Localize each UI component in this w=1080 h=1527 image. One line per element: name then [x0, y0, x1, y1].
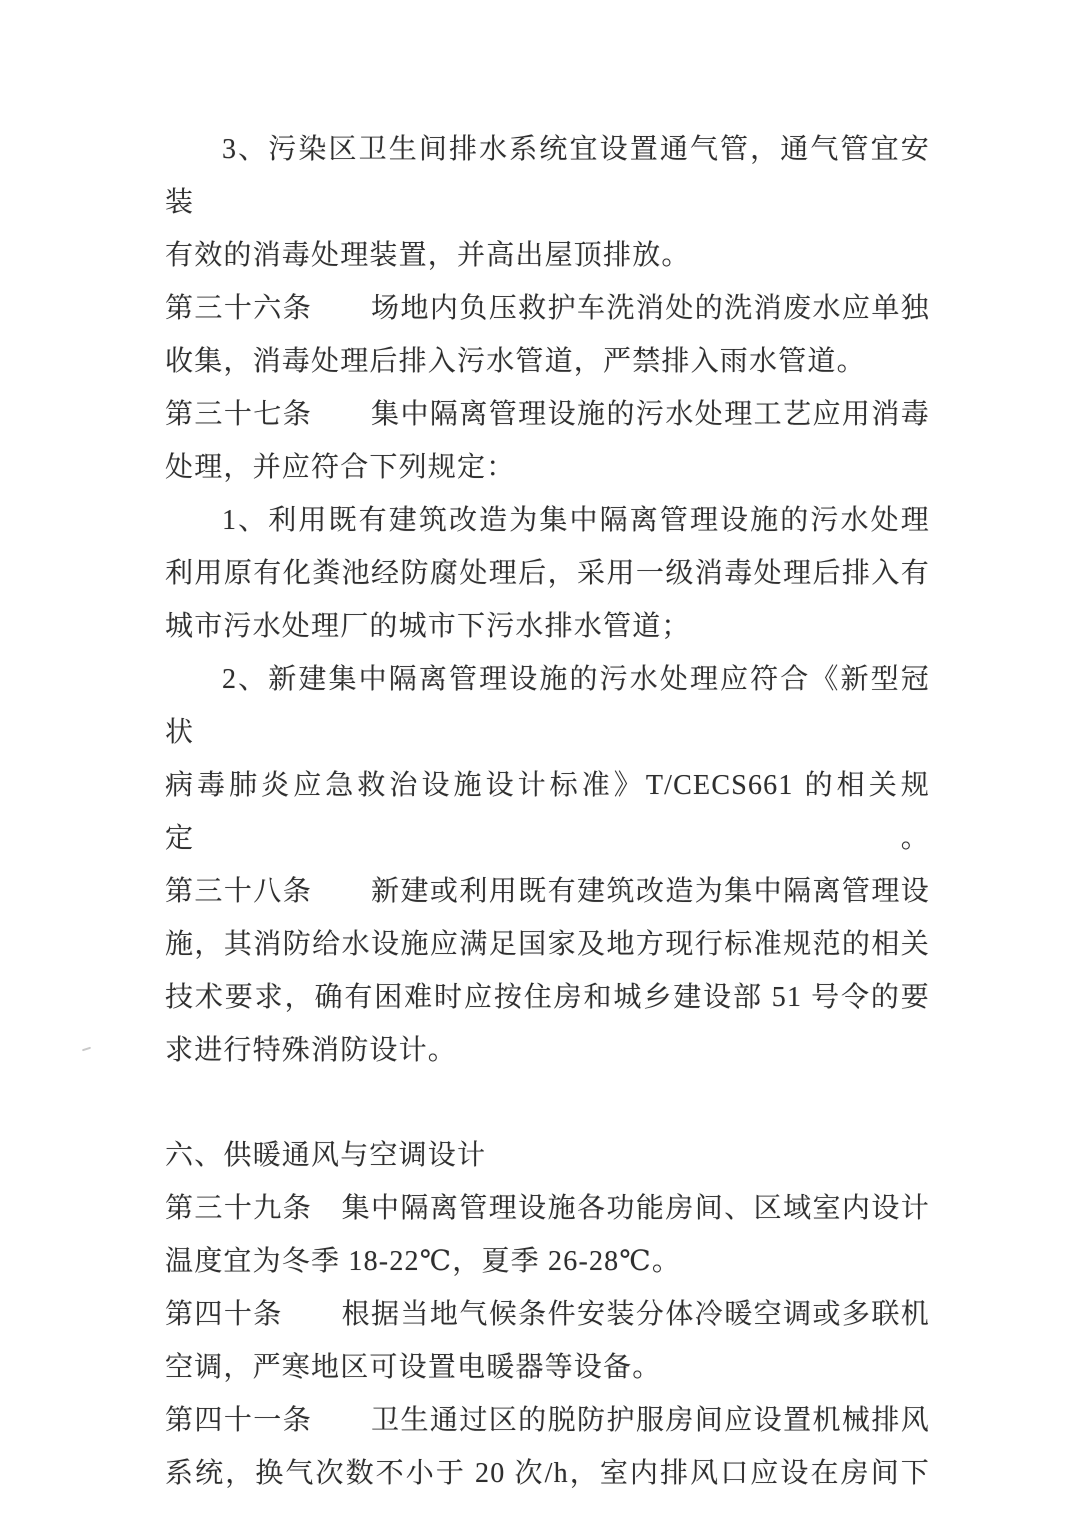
text-line: 病毒肺炎应急救治设施设计标准》T/CECS661 的相关规定。 [165, 770, 930, 854]
text-line: 第三十八条 新建或利用既有建筑改造为集中隔离管理设 [165, 876, 930, 907]
text-line: 1、利用既有建筑改造为集中隔离管理设施的污水处理 [222, 505, 930, 536]
text-line: 施，其消防给水设施应满足国家及地方现行标准规范的相关 [165, 929, 930, 960]
section-6-heading [165, 1129, 930, 1182]
text-line: 3、污染区卫生间排水系统宜设置通气管，通气管宜安装 [165, 134, 930, 218]
scan-speck-artifact [82, 1047, 91, 1052]
text-line: 利用原有化粪池经防腐处理后，采用一级消毒处理后排入有 [165, 558, 930, 589]
article-41 [165, 1394, 930, 1500]
article-36 [165, 282, 930, 388]
text-line: 温度宜为冬季 18-22℃，夏季 26-28℃。 [165, 1246, 682, 1277]
article-37-item-2 [165, 653, 930, 865]
text-line: 系统，换气次数不小于 20 次/h，室内排风口应设在房间下 [165, 1458, 930, 1489]
text-line: 求进行特殊消防设计。 [165, 1035, 458, 1066]
article-39 [165, 1182, 930, 1288]
text-line: 六、供暖通风与空调设计 [165, 1140, 487, 1171]
article-37 [165, 388, 930, 494]
article-38 [165, 865, 930, 1077]
text-line: 收集，消毒处理后排入污水管道，严禁排入雨水管道。 [165, 346, 866, 377]
text-line: 第三十九条 集中隔离管理设施各功能房间、区域室内设计 [165, 1193, 930, 1224]
text-line: 有效的消毒处理装置，并高出屋顶排放。 [165, 240, 691, 271]
text-line: 空调，严寒地区可设置电暖器等设备。 [165, 1352, 662, 1383]
text-line: 第四十条 根据当地气候条件安装分体冷暖空调或多联机 [165, 1299, 930, 1330]
text-line: 技术要求，确有困难时应按住房和城乡建设部 51 号令的要 [165, 982, 930, 1013]
text-line: 处理，并应符合下列规定： [165, 452, 516, 483]
article-37-item-1 [165, 494, 930, 653]
text-line: 第三十七条 集中隔离管理设施的污水处理工艺应用消毒 [165, 399, 930, 430]
text-line: 第四十一条 卫生通过区的脱防护服房间应设置机械排风 [165, 1405, 930, 1436]
document-text-flow [165, 123, 930, 1500]
text-line: 第三十六条 场地内负压救护车洗消处的洗消废水应单独 [165, 293, 930, 324]
list-item-3 [165, 123, 930, 282]
text-line: 城市污水处理厂的城市下污水排水管道； [165, 611, 691, 642]
text-line: 2、新建集中隔离管理设施的污水处理应符合《新型冠状 [165, 664, 930, 748]
article-40 [165, 1288, 930, 1394]
